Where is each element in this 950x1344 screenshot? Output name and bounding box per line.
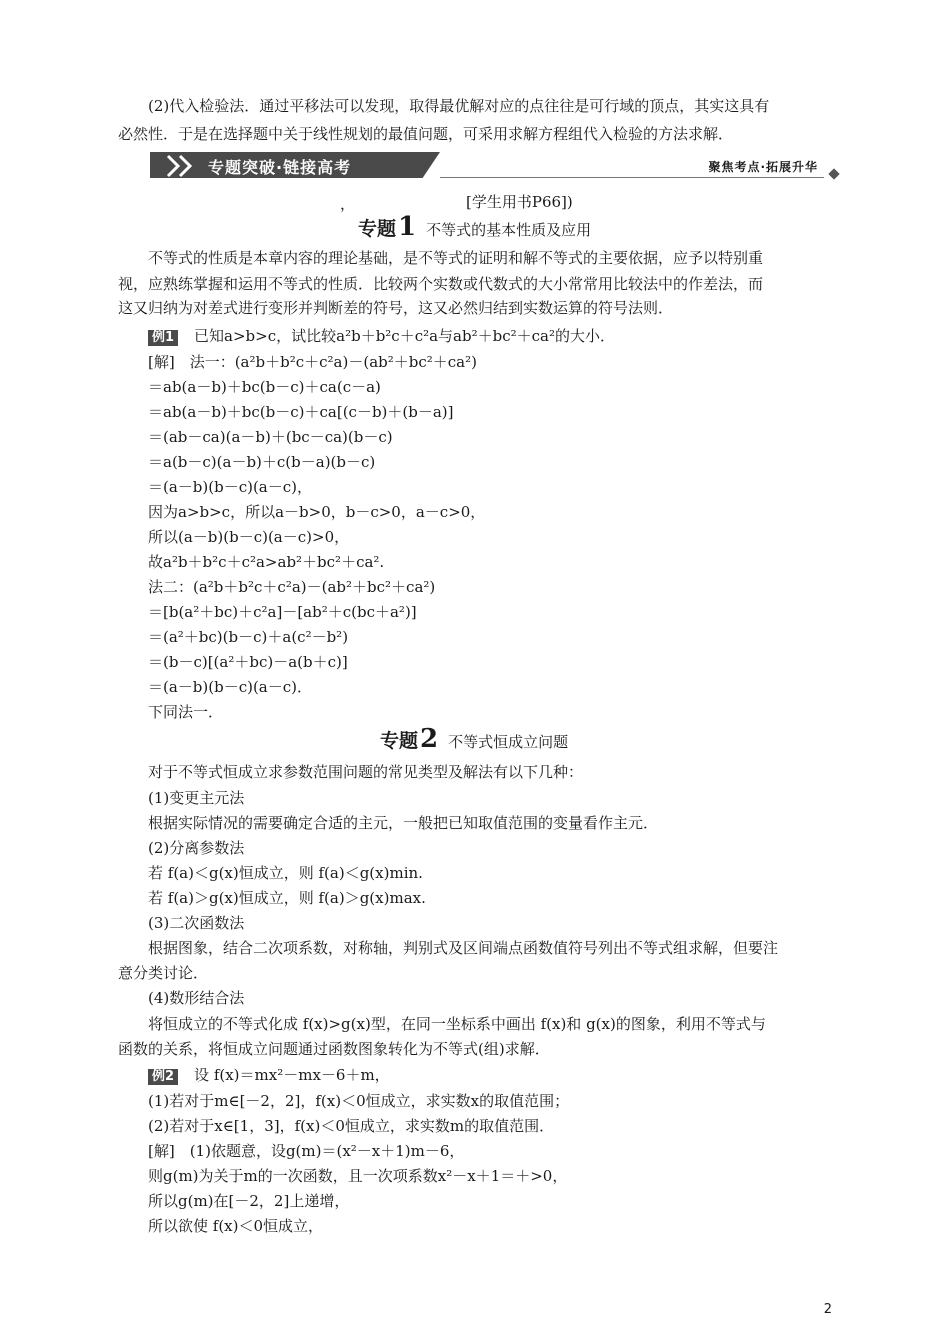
topic-2-label: 专题 <box>380 730 419 752</box>
example-1-badge: 例1 <box>148 330 178 346</box>
topic-2-line: 若 f(a)＜g(x)恒成立，则 f(a)＜g(x)min. <box>148 864 423 882</box>
topic-1-label: 专题 <box>358 218 397 240</box>
topic-1-title: 不等式的基本性质及应用 <box>426 221 592 239</box>
example-1-problem-line <box>148 326 864 346</box>
example-2-problem-line <box>148 1065 864 1085</box>
solution-line: ＝ab(a－b)＋bc(b－c)＋ca[(c－b)＋(b－a)] <box>148 403 454 421</box>
solution-line: ＝(ab－ca)(a－b)＋(bc－ca)(b－c) <box>148 428 393 446</box>
solution-line: ＝(a－b)(b－c)(a－c)． <box>148 678 313 696</box>
ref-comma: ， <box>340 195 356 213</box>
solution-line: ＝ab(a－b)＋bc(b－c)＋ca(c－a) <box>148 378 381 396</box>
book-reference: [学生用书P66]) <box>466 193 573 211</box>
banner-rule <box>440 177 824 178</box>
section-banner <box>150 150 838 180</box>
solution-line: 故a²b＋b²c＋c²a>ab²＋bc²＋ca². <box>148 553 385 571</box>
intro-line-1: (2)代入检验法．通过平移法可以发现，取得最优解对应的点往往是可行域的顶点，其实这具有 <box>148 97 770 115</box>
topic-2-line: (1)变更主元法 <box>148 789 245 807</box>
topic-2-paragraph-line: 将恒成立的不等式化成 f(x)>g(x)型，在同一坐标系中画出 f(x)和 g(x)的图象，利用不等式与 <box>148 1015 766 1033</box>
banner-title: 专题突破·链接高考 <box>208 158 352 177</box>
solution-line: 法二：(a²b＋b²c＋c²a)－(ab²＋bc²＋ca²) <box>148 578 436 596</box>
topic-1-paragraph-line: 这又归纳为对差式进行变形并判断差的符号，这又必然归结到实数运算的符号法则． <box>118 299 674 317</box>
topic-2-line: (3)二次函数法 <box>148 914 245 932</box>
example-2-line: (1)若对于m∈[－2，2]，f(x)＜0恒成立，求实数x的取值范围； <box>148 1092 570 1110</box>
example-2-badge: 例2 <box>148 1069 178 1085</box>
topic-2-paragraph-line: 意分类讨论． <box>118 964 209 982</box>
topic-1-paragraph-line: 视，应熟练掌握和运用不等式的性质．比较两个实数或代数式的大小常常用比较法中的作差法，而 <box>118 275 764 293</box>
topic-1-number: 1 <box>398 212 417 242</box>
solution-line: ＝[b(a²＋bc)＋c²a]－[ab²＋c(bc＋a²)] <box>148 603 417 621</box>
example-2-line: (2)若对于x∈[1，3]，f(x)＜0恒成立，求实数m的取值范围． <box>148 1117 555 1135</box>
double-chevron-icon <box>164 154 200 178</box>
solution-line: ＝a(b－c)(a－b)＋c(b－a)(b－c) <box>148 453 376 471</box>
topic-2-heading <box>380 724 568 757</box>
topic-2-line: 根据实际情况的需要确定合适的主元，一般把已知取值范围的变量看作主元． <box>148 814 659 832</box>
example-2-line: [解] (1)依题意，设g(m)＝(x²－x＋1)m－6， <box>148 1142 465 1160</box>
topic-2-number: 2 <box>420 724 439 754</box>
topic-2-line: (2)分离参数法 <box>148 839 245 857</box>
example-2-line: 所以g(m)在[－2，2]上递增， <box>148 1192 350 1210</box>
solution-line: ＝(b－c)[(a²＋bc)－a(b＋c)] <box>148 653 348 671</box>
topic-2-line: 若 f(a)＞g(x)恒成立，则 f(a)＞g(x)max. <box>148 889 426 907</box>
solution-line: [解] 法一：(a²b＋b²c＋c²a)－(ab²＋bc²＋ca²) <box>148 353 477 371</box>
page-number: 2 <box>823 1302 832 1317</box>
example-2-line: 则g(m)为关于m的一次函数，且一次项系数x²－x＋1＝＋>0， <box>148 1167 568 1185</box>
banner-subtitle: 聚焦考点·拓展升华 <box>708 160 818 174</box>
topic-2-line: 对于不等式恒成立求参数范围问题的常见类型及解法有以下几种： <box>148 763 584 781</box>
example-2-problem: 设 f(x)＝mx²－mx－6＋m， <box>194 1066 390 1084</box>
example-2-line: 所以欲使 f(x)＜0恒成立， <box>148 1217 324 1235</box>
topic-2-title: 不等式恒成立问题 <box>448 733 569 751</box>
solution-line: ＝(a－b)(b－c)(a－c)， <box>148 478 313 496</box>
intro-line-2: 必然性．于是在选择题中关于线性规划的最值问题，可采用求解方程组代入检验的方法求解． <box>118 125 734 143</box>
topic-1-paragraph-line: 不等式的性质是本章内容的理论基础，是不等式的证明和解不等式的主要依据，应予以特别重 <box>148 249 764 267</box>
topic-1-heading <box>358 212 591 245</box>
solution-line: 下同法一． <box>148 703 224 721</box>
topic-2-line: (4)数形结合法 <box>148 989 245 1007</box>
diamond-icon <box>828 168 839 179</box>
topic-2-paragraph-line: 根据图象，结合二次项系数，对称轴，判别式及区间端点函数值符号列出不等式组求解，但要注 <box>148 939 779 957</box>
solution-line: 因为a>b>c，所以a－b>0，b－c>0，a－c>0， <box>148 503 486 521</box>
solution-line: 所以(a－b)(b－c)(a－c)>0， <box>148 528 350 546</box>
topic-2-paragraph-line: 函数的关系，将恒成立问题通过函数图象转化为不等式(组)求解． <box>118 1040 550 1058</box>
example-1-problem: 已知a>b>c，试比较a²b＋b²c＋c²a与ab²＋bc²＋ca²的大小． <box>194 327 615 345</box>
solution-line: ＝(a²＋bc)(b－c)＋a(c²－b²) <box>148 628 349 646</box>
